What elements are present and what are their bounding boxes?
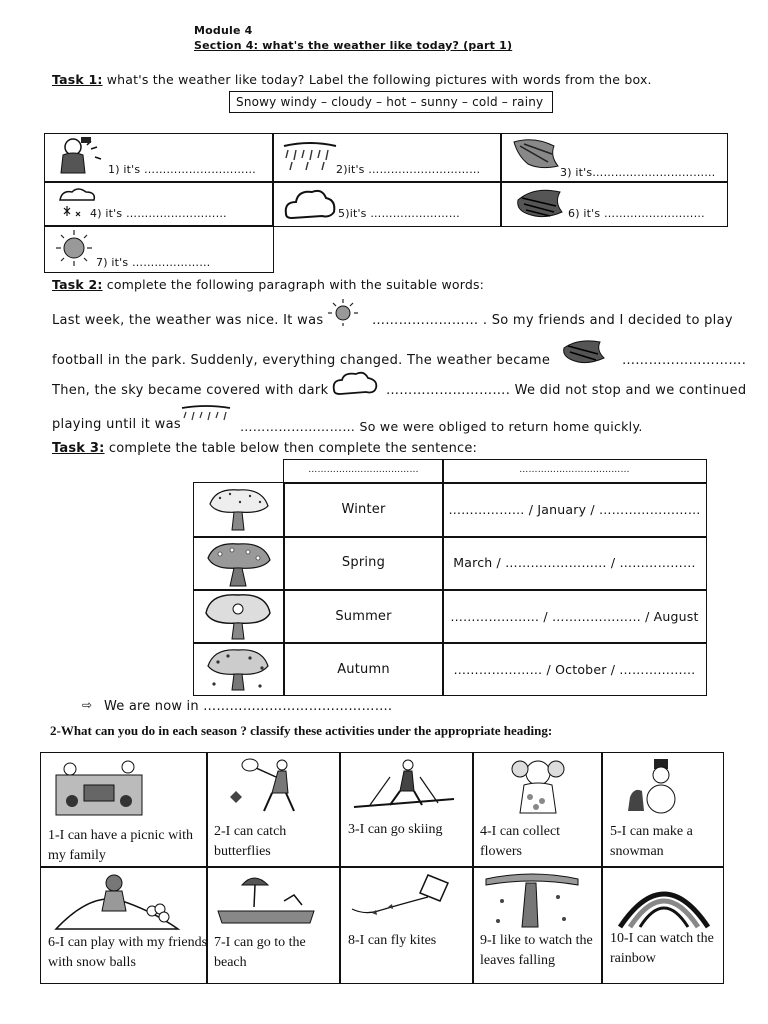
flower-girl-picture (488, 757, 588, 817)
paragraph-line-1a: Last week, the weather was nice. It was (52, 313, 324, 328)
cold-icon (55, 135, 105, 181)
task1-item-label: 5)it's …………………… (338, 207, 460, 220)
activity-label: 1-I can have a picnic with my family (48, 828, 193, 863)
autumn-tree-icon (200, 644, 276, 694)
picnic-picture (50, 757, 150, 819)
task2-instruction: complete the following paragraph with the suitable words: (106, 277, 485, 292)
butterfly-catching-picture (220, 757, 320, 817)
task1-item-label: 2)it's ………………………… (336, 163, 481, 176)
activity-label: 6-I can play with my friends with snow balls (48, 935, 208, 970)
task1-item-label: 3) it's…………………………… (560, 166, 716, 179)
paragraph-line-3b: ………………………. We did not stop and we continued (386, 383, 747, 398)
activity-label: 7-I can go to the beach (214, 935, 306, 970)
snowman-picture (610, 757, 710, 817)
rainbow-picture (614, 871, 714, 933)
task1-heading (52, 72, 652, 87)
paragraph-line-2a: football in the park. Suddenly, everything changed. The weather became (52, 353, 551, 368)
paragraph-line-1b: …………………… . So my friends and I decided to play (372, 313, 733, 328)
task1-label: Task 1: (52, 72, 103, 87)
activity-label: 8-I can fly kites (348, 933, 437, 948)
season-name: Autumn (337, 662, 390, 677)
table-header-col1 (283, 459, 444, 484)
task1-item-label: 7) it's ………………… (96, 256, 211, 269)
activity-label: 5-I can make a snowman (610, 824, 693, 859)
wind-icon (560, 336, 606, 368)
rain-icon (180, 404, 232, 430)
sentence-we-are-now-in: We are now in ……………………………………. (104, 699, 393, 714)
paragraph-line-3a: Then, the sky became covered with dark (52, 383, 329, 398)
task1-item-label: 1) it's ………………………… (108, 163, 257, 176)
activity-label: 10-I can watch the rainbow (610, 931, 714, 966)
task2-label: Task 2: (52, 277, 103, 292)
part2-title: 2-What can you do in each season ? classify these activities under the appropriate heading: (50, 723, 553, 738)
paragraph-line-2b: ………………………. (622, 353, 747, 368)
kite-picture (348, 871, 458, 933)
activity-label: 9-I like to watch the leaves falling (480, 933, 593, 968)
snowball-picture (52, 871, 182, 933)
rain-icon (282, 138, 338, 178)
skiing-picture (350, 757, 460, 817)
spring-tree-icon (200, 538, 276, 588)
module-title: Module 4 (194, 24, 253, 37)
table-header-col2 (442, 459, 707, 484)
winter-tree-icon (200, 484, 276, 534)
season-name: Winter (341, 502, 386, 517)
sun-icon (52, 228, 98, 268)
wind-icon (514, 184, 566, 224)
task3-heading (52, 441, 477, 456)
hot-icon (510, 136, 560, 176)
activity-label: 3-I can go skiing (348, 822, 443, 837)
task1-instruction: what's the weather like today? Label the following pictures with words from the box. (106, 72, 652, 87)
summer-tree-icon (200, 591, 276, 641)
beach-picture (214, 871, 324, 933)
season-name: Summer (335, 609, 392, 624)
paragraph-line-4b: ……………………… So we were obliged to return home quickly. (240, 419, 643, 434)
task1-item-label: 4) it's ……………………… (90, 207, 227, 220)
sun-icon (326, 298, 360, 326)
activity-label: 2-I can catch butterflies (214, 824, 287, 859)
season-name: Spring (341, 555, 386, 570)
task2-heading (52, 277, 484, 292)
word-box: Snowy windy – cloudy – hot – sunny – cold – rainy (229, 91, 553, 113)
season-months: ………………… / ………………… / August (450, 609, 699, 624)
task3-label: Task 3: (52, 441, 105, 456)
season-months: ………………… / October / ……………… (453, 662, 696, 677)
activity-label: 4-I can collect flowers (480, 824, 561, 859)
falling-leaves-picture (482, 871, 582, 933)
section-title: Section 4: what's the weather like today? (part 1) (194, 39, 513, 52)
cloud-icon (282, 184, 338, 224)
season-months: March / …………………… / ……………… (453, 555, 696, 570)
table-header-blank: ……………………………… (308, 465, 419, 475)
season-months: ……………… / January / …………………… (448, 502, 701, 517)
table-header-blank: ……………………………… (519, 465, 630, 475)
paragraph-line-4a: playing until it was (52, 417, 181, 432)
arrow-icon: ⇨ (82, 698, 93, 712)
task3-instruction: complete the table below then complete the sentence: (108, 441, 478, 456)
cloud-icon (330, 370, 380, 396)
task1-item-label: 6) it's ……………………… (568, 207, 705, 220)
